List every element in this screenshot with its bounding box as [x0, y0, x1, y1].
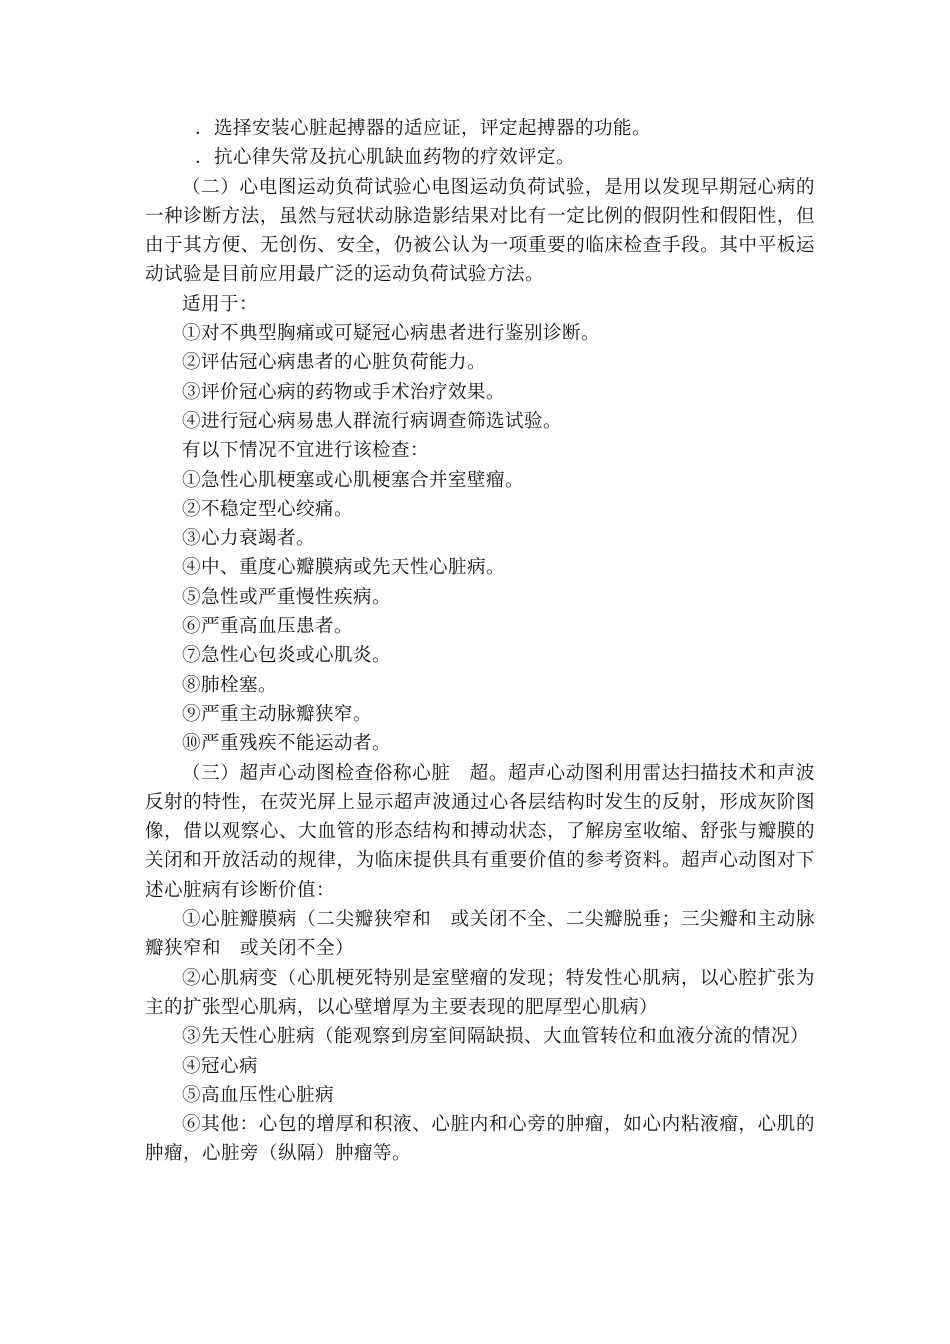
body-line: ③心力衰竭者。	[182, 528, 316, 550]
body-line: ⑨严重主动脉瓣狭窄。	[182, 703, 373, 725]
body-line: 有以下情况不宜进行该检查：	[182, 440, 430, 462]
body-paragraph: ③先天性心脏病（能观察到房室间隔缺损、大血管转位和血液分流的情况）	[182, 1026, 810, 1048]
body-line: ④中、重度心瓣膜病或先天性心脏病。	[182, 557, 506, 579]
body-paragraph: ⑥其他：心包的增厚和积液、心脏内和心旁的肿瘤，如心内粘液瘤，心肌的肿瘤，心脏旁（纵隔）肿瘤等。	[145, 1114, 815, 1165]
body-paragraph: （二）心电图运动负荷试验心电图运动负荷试验，是用以发现早期冠心病的一种诊断方法，虽然与冠状动脉造影结果对比有一定比例的假阴性和假阳性，但由于其方便、无创伤、安全，仍被公认为一项重要的临床检查手段。其中平板运动试验是目前应用最广泛的运动负荷试验方法。	[145, 176, 815, 286]
body-line: ②评估冠心病患者的心脏负荷能力。	[182, 352, 487, 374]
body-line: ⑥严重高血压患者。	[182, 616, 354, 638]
body-line: ．抗心律失常及抗心肌缺血药物的疗效评定。	[195, 147, 576, 169]
body-line: ⑩严重残疾不能运动者。	[182, 733, 392, 755]
document-body	[145, 114, 815, 1169]
body-line: 适用于：	[182, 293, 259, 315]
body-line: ①对不典型胸痛或可疑冠心病患者进行鉴别诊断。	[182, 323, 601, 345]
body-line: ⑦急性心包炎或心肌炎。	[182, 645, 392, 667]
body-paragraph: ②心肌病变（心肌梗死特别是室壁瘤的发现；特发性心肌病，以心腔扩张为主的扩张型心肌病，以心壁增厚为主要表现的肥厚型心肌病）	[145, 967, 815, 1018]
body-line: ④进行冠心病易患人群流行病调查筛选试验。	[182, 410, 563, 432]
body-line: ④冠心病	[182, 1055, 259, 1077]
body-paragraph: （三）超声心动图检查俗称心脏 超。超声心动图利用雷达扫描技术和声波反射的特性，在荧光屏上显示超声波通过心各层结构时发生的反射，形成灰阶图像，借以观察心、大血管的形态结构和搏动状态，了解房室收缩、舒张与瓣膜的关闭和开放活动的规律，为临床提供具有重要价值的参考资料。超声心动图对下述心脏病有诊断价值：	[145, 762, 815, 901]
body-line: ⑧肺栓塞。	[182, 674, 278, 696]
body-line: ．选择安装心脏起搏器的适应证，评定起搏器的功能。	[195, 118, 652, 139]
body-line: ①急性心肌梗塞或心肌梗塞合并室壁瘤。	[182, 469, 525, 491]
body-line: ③评价冠心病的药物或手术治疗效果。	[182, 381, 506, 403]
body-paragraph: ①心脏瓣膜病（二尖瓣狭窄和 或关闭不全、二尖瓣脱垂；三尖瓣和主动脉瓣狭窄和 或关闭不全）	[145, 909, 815, 960]
body-line: ⑤高血压性心脏病	[182, 1084, 335, 1106]
body-line: ②不稳定型心绞痛。	[182, 498, 354, 520]
body-line: ⑤急性或严重慢性疾病。	[182, 586, 392, 608]
